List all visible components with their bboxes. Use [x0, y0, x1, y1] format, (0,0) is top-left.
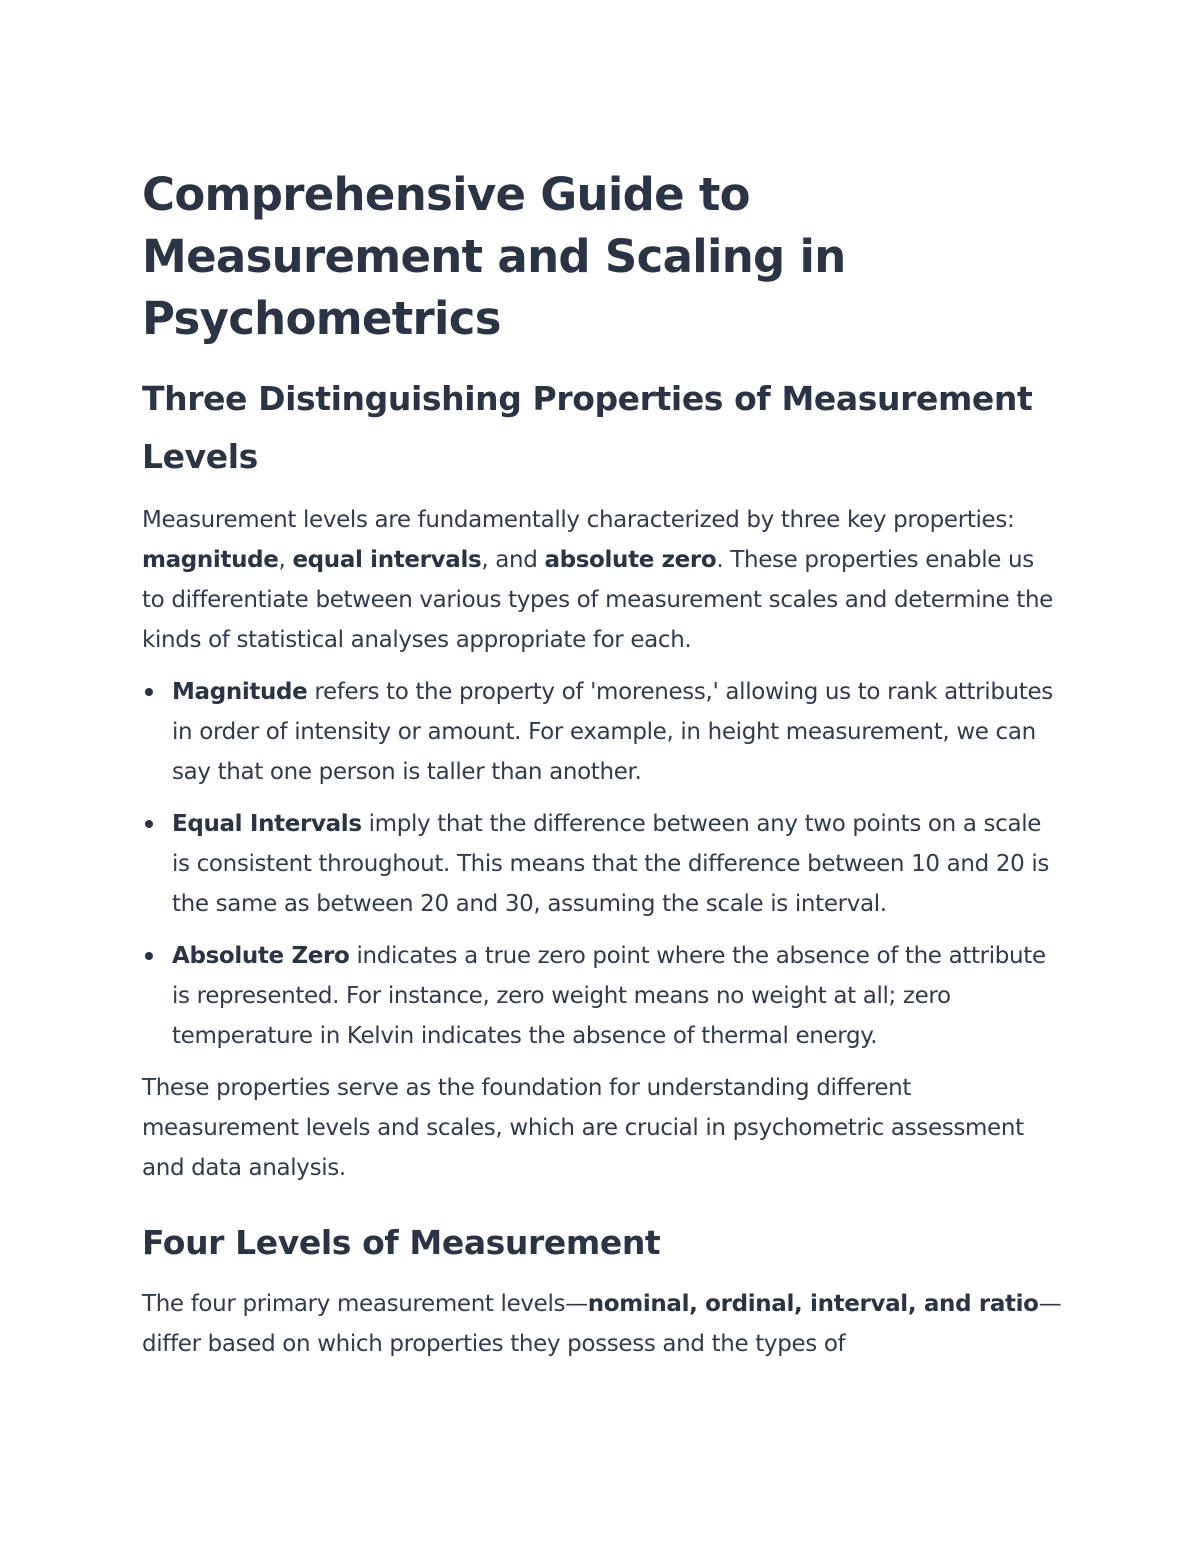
list-item: [142, 672, 1062, 792]
term-equal-intervals: equal intervals: [292, 547, 482, 573]
bullet-text: indicates a true zero point where the absence of the attribute is represented. For instance, zero weight means no weight at all; zero temperature in Kelvin indicates the absence of thermal energy.: [172, 943, 1046, 1049]
list-item: [142, 804, 1062, 924]
term-absolute-zero: absolute zero: [544, 547, 717, 573]
list-item: [142, 936, 1062, 1056]
section-heading-properties: Three Distinguishing Properties of Measurement Levels: [142, 379, 1033, 476]
document-page: [142, 164, 1062, 1376]
bullet-icon: [145, 820, 153, 828]
intro-text: The four primary measurement levels—: [142, 1291, 588, 1317]
bullet-term: Magnitude: [172, 679, 308, 705]
intro-text: ,: [278, 547, 293, 573]
intro-text: —differ based on which properties they possess and the types of: [142, 1291, 1062, 1357]
bullet-icon: [145, 688, 153, 696]
bullet-term: Equal Intervals: [172, 811, 362, 837]
section-heading-levels: Four Levels of Measurement: [142, 1223, 661, 1262]
bullet-icon: [145, 952, 153, 960]
properties-closing-paragraph: These properties serve as the foundation for understanding different measurement levels and scales, which are crucial in psychometric assessment and data analysis.: [142, 1075, 1024, 1181]
properties-intro-paragraph: [142, 500, 1062, 660]
term-magnitude: magnitude: [142, 547, 279, 573]
bullet-term: Absolute Zero: [172, 943, 350, 969]
levels-intro-paragraph: [142, 1284, 1062, 1364]
document-title: Comprehensive Guide to Measurement and Scaling in Psychometrics: [142, 168, 846, 345]
bullet-text: imply that the difference between any two points on a scale is consistent throughout. This means that the difference between 10 and 20 is the same as between 20 and 30, assuming the scale is interval.: [172, 811, 1050, 917]
term-levels: nominal, ordinal, interval, and ratio: [587, 1291, 1039, 1317]
intro-text: . These properties enable us to differentiate between various types of measurement scales and determine the kinds of statistical analyses appropriate for each.: [142, 547, 1053, 653]
intro-text: Measurement levels are fundamentally characterized by three key properties:: [142, 507, 1015, 533]
intro-text: , and: [481, 547, 545, 573]
properties-bullet-list: [142, 672, 1062, 1056]
bullet-text: refers to the property of 'moreness,' allowing us to rank attributes in order of intensity or amount. For example, in height measurement, we can say that one person is taller than another.: [172, 679, 1053, 785]
